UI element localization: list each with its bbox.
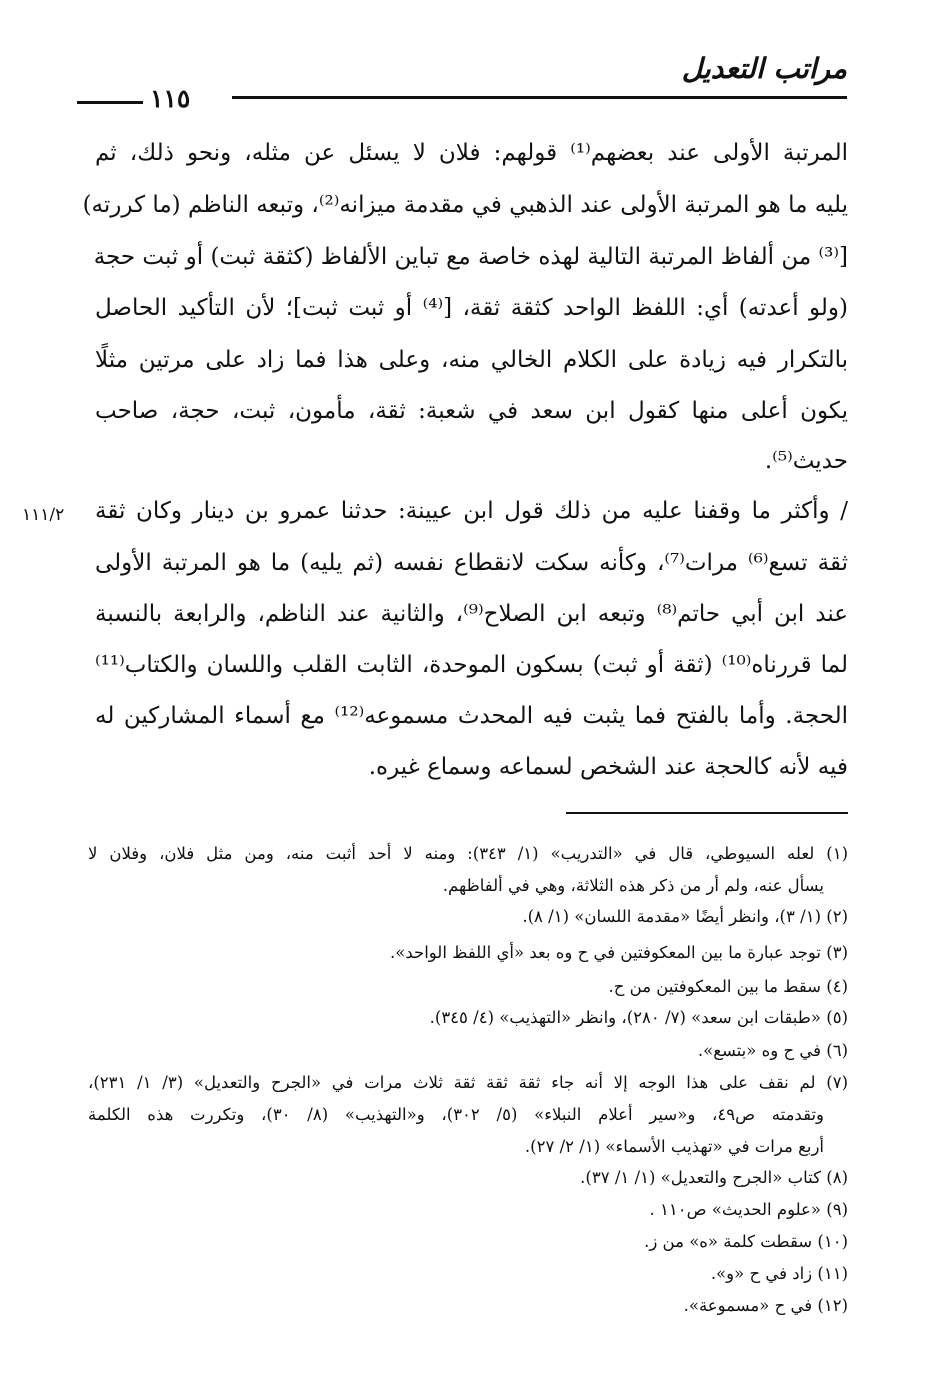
footnote-line: (١٠) سقطت كلمة «ه» من ز. — [644, 1232, 848, 1251]
body-line: (ولو أعدته) أي: اللفظ الواحد كثقة ثقة، [⁽⁴⁾ أو ثبت ثبت]؛ لأن التأكيد الحاصل — [95, 295, 849, 321]
body-line: ثقة تسع⁽⁶⁾ مرات⁽⁷⁾، وكأنه سكت لانقطاع نفسه (ثم يليه) ما هو المرتبة الأولى — [95, 550, 848, 576]
body-line: / وأكثر ما وقفنا عليه من ذلك قول ابن عيينة: حدثنا عمرو بن دينار وكان ثقة — [95, 498, 848, 524]
header-rule-right — [232, 96, 847, 99]
body-line: فيه لأنه كالحجة عند الشخص لسماعه وسماع غيره. — [368, 754, 848, 780]
body-line: حديث⁽⁵⁾. — [764, 448, 848, 474]
footnote-line: (٣) توجد عبارة ما بين المعكوفتين في ح وه بعد «أي اللفظ الواحد». — [390, 943, 848, 962]
footnote-line: (٢) (١/ ٣)، وانظر أيضًا «مقدمة اللسان» (١/ ٨). — [522, 907, 848, 926]
page-number: ١١٥ — [150, 84, 191, 113]
body-line: بالتكرار فيه زيادة على الكلام الخالي منه، وعلى هذا فما زاد على مرتين مثلًا — [95, 347, 848, 373]
footnote-line: أربع مرات في «تهذيب الأسماء» (١/ ٢/ ٢٧). — [524, 1137, 824, 1156]
running-header-title: مراتب التعديل — [681, 52, 847, 85]
footnote-line: (٨) كتاب «الجرح والتعديل» (١/ ١/ ٣٧). — [580, 1168, 848, 1187]
footnote-line: يسأل عنه، ولم أر من ذكر هذه الثلاثة، وهي في ألفاظهم. — [442, 876, 824, 895]
body-line: يكون أعلى منها كقول ابن سعد في شعبة: ثقة، مأمون، ثبت، حجة، صاحب — [95, 398, 848, 424]
margin-reference: ١١١/٢ — [22, 505, 65, 525]
header-rule-left — [77, 101, 143, 104]
body-line: عند ابن أبي حاتم⁽⁸⁾ وتبعه ابن الصلاح⁽⁹⁾، والثانية عند الناظم، والرابعة بالنسبة — [95, 601, 849, 627]
footnote-line: (١) لعله السيوطي، قال في «التدريب» (١/ ٣٤٣): ومنه لا أحد أثبت منه، ومن مثل فلان، وفلان لا — [88, 844, 848, 863]
footnote-separator — [566, 812, 848, 814]
footnote-line: (١١) زاد في ح «و». — [710, 1264, 848, 1283]
footnote-line: (٥) «طبقات ابن سعد» (٧/ ٢٨٠)، وانظر «التهذيب» (٤/ ٣٤٥). — [429, 1008, 848, 1027]
body-line: المرتبة الأولى عند بعضهم⁽¹⁾ قولهم: فلان لا يسئل عن مثله، ونحو ذلك، ثم — [95, 140, 848, 166]
footnote-line: (٦) في ح وه «بتسع». — [697, 1041, 848, 1060]
footnote-line: (٧) لم نقف على هذا الوجه إلا أنه جاء ثقة ثقة ثقة ثلاث مرات في «الجرح والتعديل» (٣/ ١/ ٢٣١)، — [88, 1073, 848, 1092]
body-line: لما قررناه⁽¹⁰⁾ (ثقة أو ثبت) بسكون الموحدة، الثابت القلب واللسان والكتاب⁽¹¹⁾ — [95, 652, 848, 678]
footnote-line: وتقدمته ص٤٩، و«سير أعلام النبلاء» (٥/ ٣٠٢)، و«التهذيب» (٨/ ٣٠)، وتكررت هذه الكلمة — [88, 1105, 824, 1124]
body-line: الحجة. وأما بالفتح فما يثبت فيه المحدث مسموعه⁽¹²⁾ مع أسماء المشاركين له — [95, 703, 848, 729]
body-line: يليه ما هو المرتبة الأولى عند الذهبي في مقدمة ميزانه⁽²⁾، وتبعه الناظم (ما كررته) — [82, 192, 848, 218]
footnote-line: (٤) سقط ما بين المعكوفتين من ح. — [608, 977, 848, 996]
body-line: [⁽³⁾ من ألفاظ المرتبة التالية لهذه خاصة مع تباين الألفاظ (كثقة ثبت) أو ثبت حجة — [93, 244, 848, 270]
footnote-line: (٩) «علوم الحديث» ص١١٠ . — [649, 1200, 848, 1219]
footnote-line: (١٢) في ح «مسموعة». — [683, 1296, 848, 1315]
